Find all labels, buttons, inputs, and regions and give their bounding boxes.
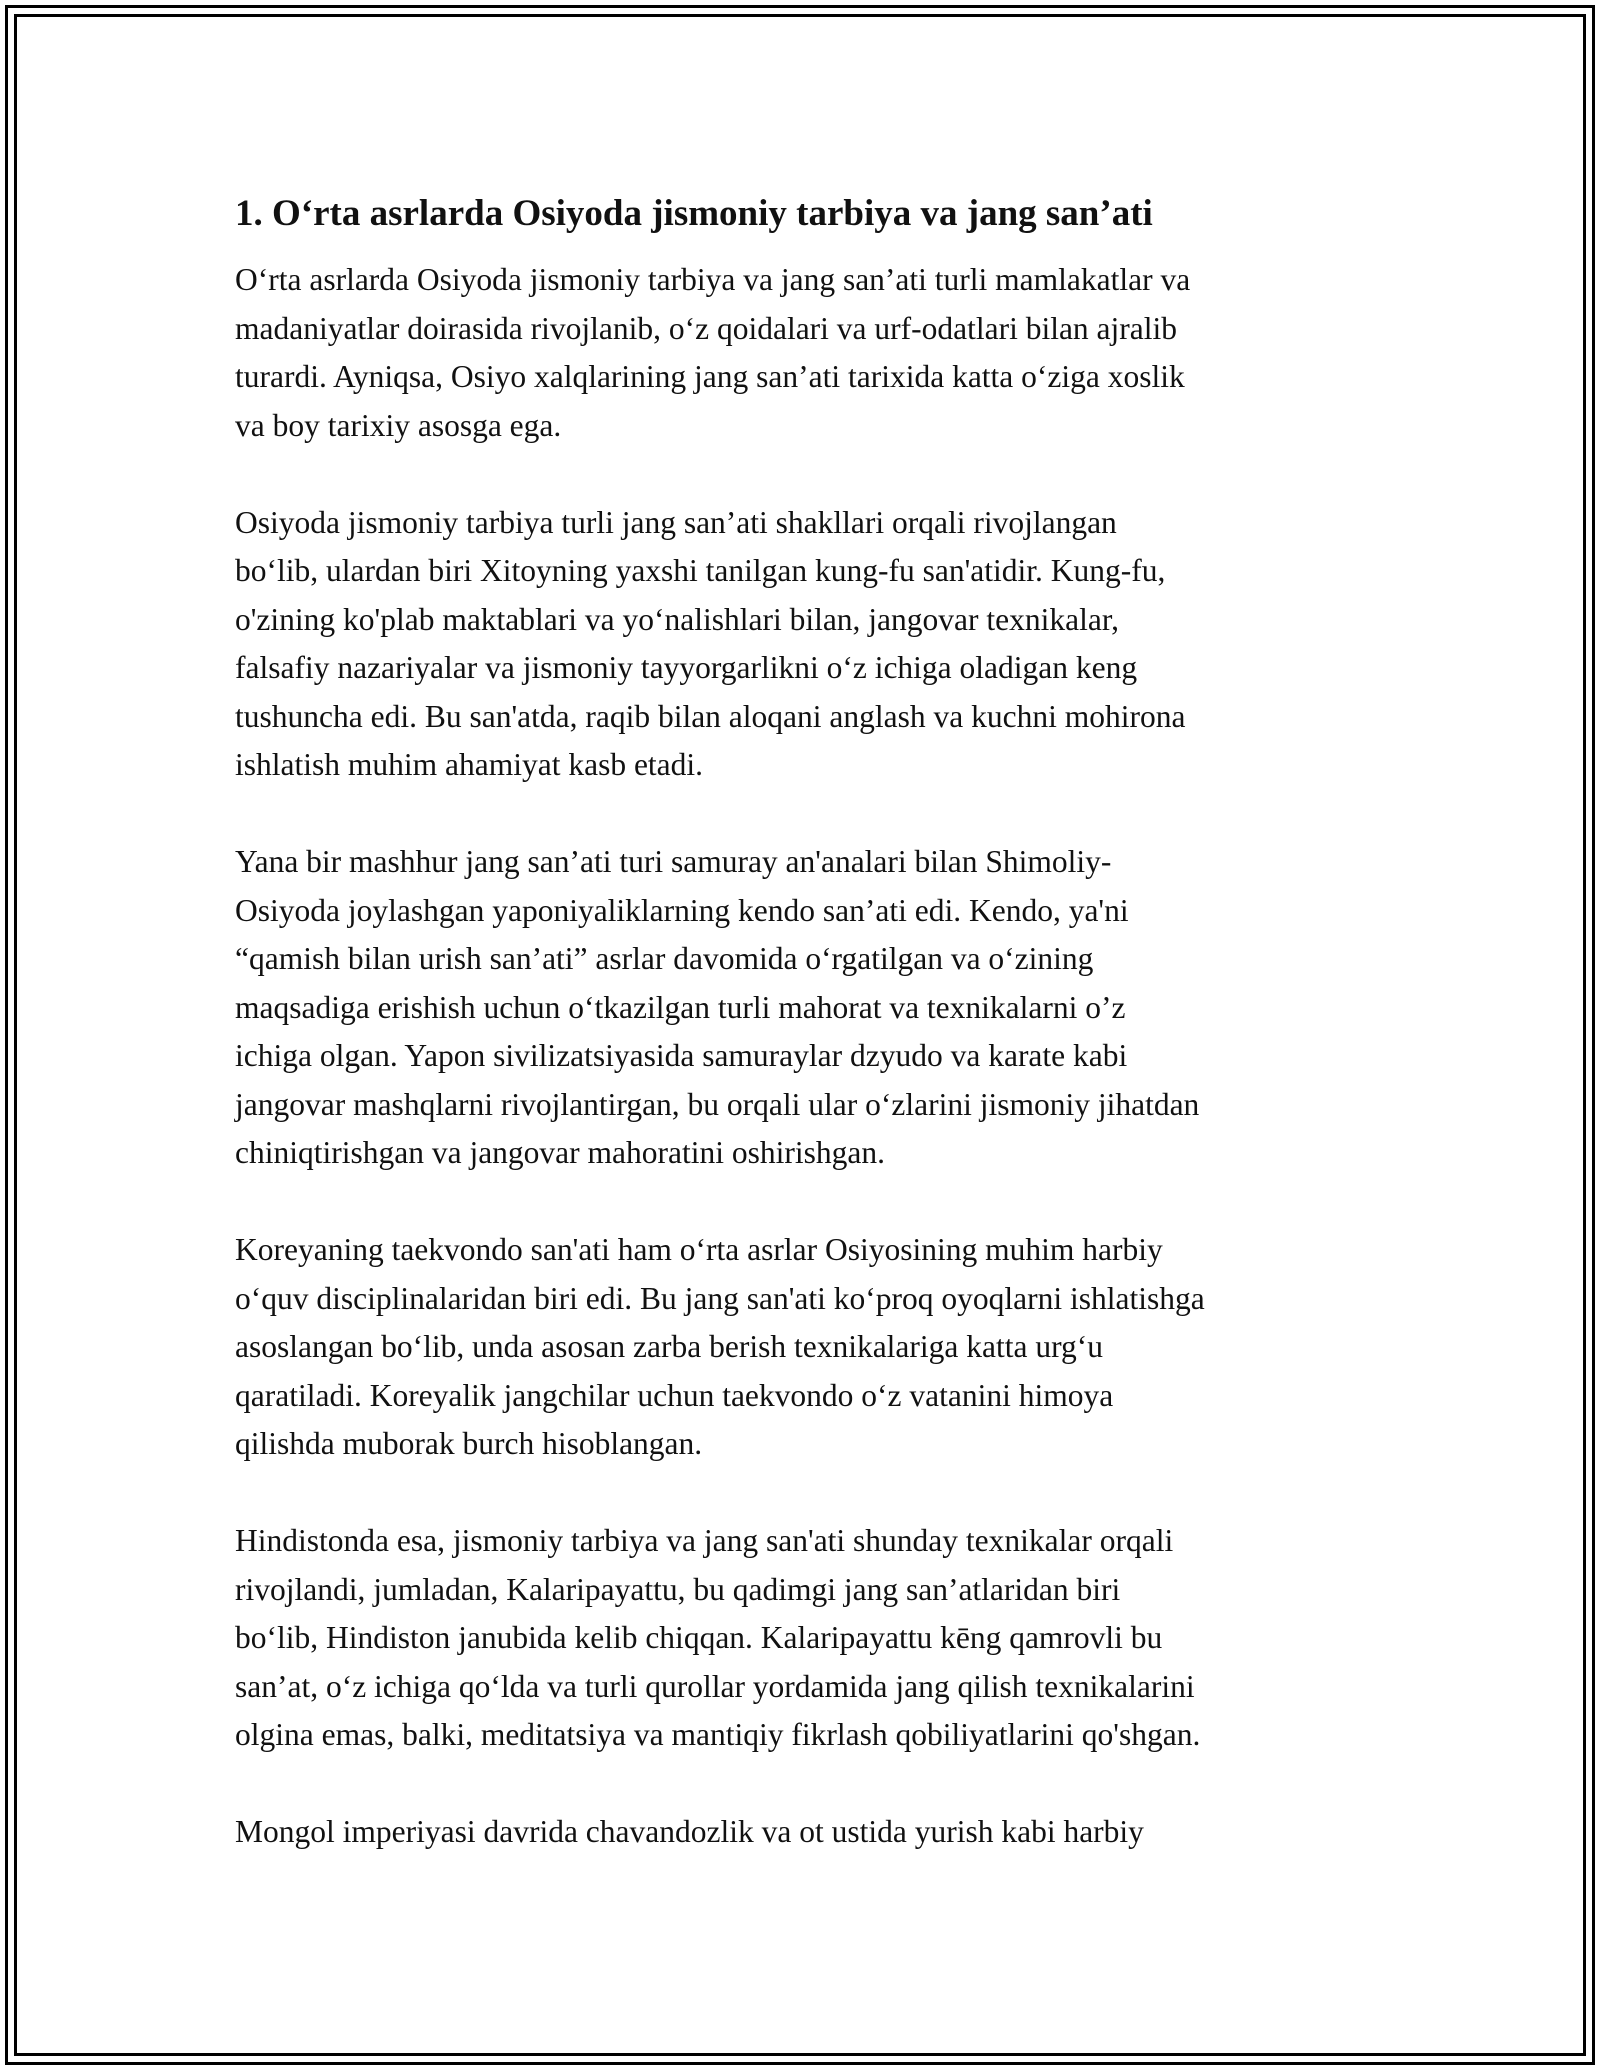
paragraph-kendo: [235, 838, 1365, 1178]
text-line: bo‘lib, Hindiston janubida kelib chiqqan. Kalaripayattu kēng qamrovli bu: [235, 1620, 1163, 1655]
text-line: jangovar mashqlarni rivojlantirgan, bu orqali ular o‘zlarini jismoniy jihatdan: [235, 1086, 1200, 1122]
text-line: o'zining ko'plab maktablari va yo‘nalishlari bilan, jangovar texnikalar,: [235, 601, 1119, 637]
text-line: “qamish bilan urish san’ati” asrlar davomida o‘rgatilgan va o‘zining: [235, 941, 1094, 976]
text-line: rivojlandi, jumladan, Kalaripayattu, bu qadimgi jang san’atlaridan biri: [235, 1571, 1121, 1607]
text-line: bo‘lib, ulardan biri Xitoyning yaxshi tanilgan kung-fu san'atidir. Kung-fu,: [235, 553, 1166, 588]
paragraph-intro: [235, 256, 1365, 450]
paragraph-taekwondo: [235, 1226, 1365, 1469]
text-line: ishlatish muhim ahamiyat kasb etadi.: [235, 747, 704, 782]
text-line: qilishda muborak burch hisoblangan.: [235, 1426, 703, 1461]
text-line: qaratiladi. Koreyalik jangchilar uchun taekvondo o‘z vatanini himoya: [235, 1377, 1114, 1413]
text-line: maqsadiga erishish uchun o‘tkazilgan turli mahorat va texnikalarni o’z: [235, 989, 1126, 1025]
text-line: ichiga olgan. Yapon sivilizatsiyasida samuraylar dzyudo va karate kabi: [235, 1038, 1128, 1073]
text-line: o‘quv disciplinalaridan biri edi. Bu jang san'ati ko‘proq oyoqlarni ishlatishga: [235, 1280, 1205, 1316]
text-line: Osiyoda jismoniy tarbiya turli jang san’ati shakllari orqali rivojlangan: [235, 504, 1117, 540]
text-line: Hindistonda esa, jismoniy tarbiya va jang san'ati shunday texnikalar orqali: [235, 1523, 1174, 1558]
text-line: asoslangan bo‘lib, unda asosan zarba berish texnikalariga katta urg‘u: [235, 1329, 1104, 1364]
text-line: Koreyaning taekvondo san'ati ham o‘rta asrlar Osiyosining muhim harbiy: [235, 1232, 1163, 1267]
text-line: tushuncha edi. Bu san'atda, raqib bilan aloqani anglash va kuchni mohirona: [235, 698, 1186, 734]
text-line: madaniyatlar doirasida rivojlanib, o‘z qoidalari va urf-odatlari bilan ajralib: [235, 310, 1178, 346]
text-line: chiniqtirishgan va jangovar mahoratini oshirishgan.: [235, 1135, 885, 1170]
text-line: Osiyoda joylashgan yaponiyaliklarning kendo san’ati edi. Kendo, ya'ni: [235, 892, 1129, 928]
text-line: va boy tarixiy asosga ega.: [235, 407, 562, 443]
document-body: [235, 186, 1365, 1857]
paragraph-kung-fu: [235, 499, 1365, 790]
text-line: Mongol imperiyasi davrida chavandozlik va ot ustida yurish kabi harbiy: [235, 1814, 1144, 1849]
text-line: turardi. Ayniqsa, Osiyo xalqlarining jang san’ati tarixida katta o‘ziga xoslik: [235, 359, 1185, 394]
text-line: O‘rta asrlarda Osiyoda jismoniy tarbiya va jang san’ati turli mamlakatlar va: [235, 262, 1191, 297]
text-line: falsafiy nazariyalar va jismoniy tayyorgarlikni o‘z ichiga oladigan keng: [235, 650, 1138, 685]
paragraph-kalaripayattu: [235, 1517, 1365, 1760]
text-line: san’at, o‘z ichiga qo‘lda va turli qurollar yordamida jang qilish texnikalarini: [235, 1668, 1195, 1704]
text-line: olgina emas, balki, meditatsiya va mantiqiy fikrlash qobiliyatlarini qo'shgan.: [235, 1717, 1201, 1752]
text-line: Yana bir mashhur jang san’ati turi samuray an'analari bilan Shimoliy-: [235, 844, 1112, 879]
paragraph-mongol: [235, 1808, 1365, 1857]
section-heading: 1. O‘rta asrlarda Osiyoda jismoniy tarbiya va jang san’ati: [235, 193, 1153, 234]
